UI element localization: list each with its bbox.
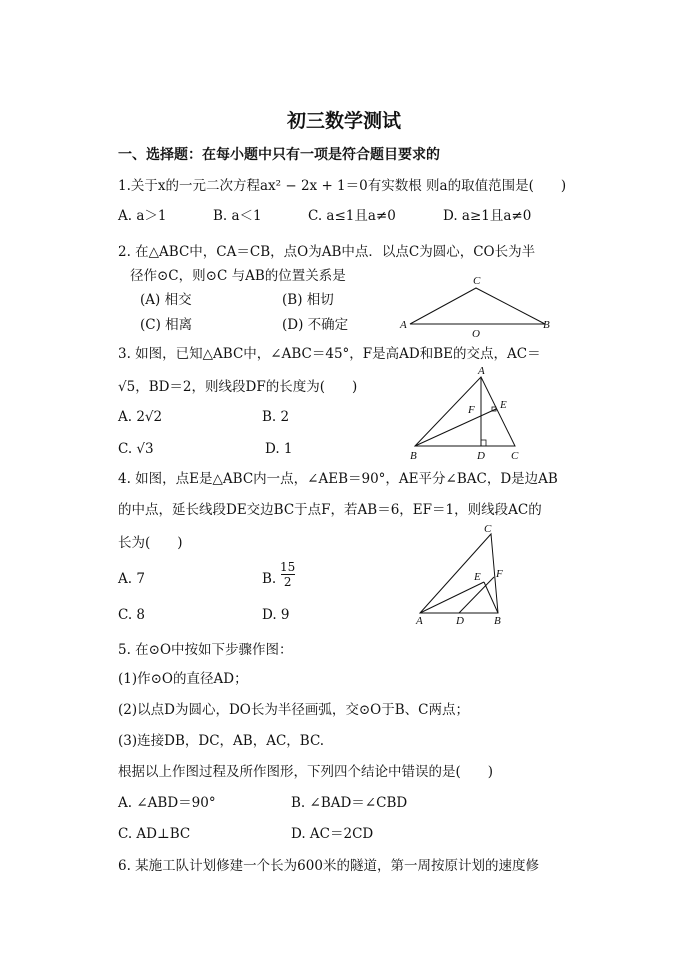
q4-triangle [420,534,498,613]
page-title: 初三数学测试 [286,110,401,132]
q4-option-c: C. 8 [118,607,146,623]
q3-stem-line2: √5，BD＝2，则线段DF的长度为( ) [118,379,358,395]
q5-option-b: B. ∠BAD＝∠CBD [291,795,408,811]
q3-right-angle-d [481,440,486,446]
q4-label-a: A [416,615,423,627]
q4-triangle-figure [410,520,520,630]
q1-option-b: B. a＜1 [213,208,262,224]
q3-label-b: B [410,450,417,462]
q2-label-a: A [400,319,407,331]
q5-step-3: (3)连接DB，DC，AB，AC，BC. [118,733,325,749]
q2-stem-line2: 径作⊙C，则⊙C 与AB的位置关系是 [130,268,346,284]
q2-label-b: B [543,319,550,331]
q4-label-f: F [496,568,503,580]
q2-label-o: O [472,328,480,340]
q2-option-d: (D) 不确定 [282,317,349,333]
q1-option-c: C. a≤1且a≠0 [308,208,396,224]
q4-label-d: D [456,615,464,627]
q4-stem-line2: 的中点，延长线段DE交边BC于点F，若AB＝6，EF＝1，则线段AC的 [118,502,542,518]
q3-stem-line1: 3. 如图，已知△ABC中，∠ABC＝45°，F是高AD和BE的交点，AC＝ [118,346,541,362]
q3-label-c: C [511,450,519,462]
q3-option-d: D. 1 [265,441,293,457]
q3-label-e: E [500,399,507,411]
q6-stem: 6. 某施工队计划修建一个长为600米的隧道，第一周按原计划的速度修 [118,858,539,874]
q3-option-c: C. √3 [118,441,154,457]
q5-question: 根据以上作图过程及所作图形，下列四个结论中错误的是( ) [118,764,494,780]
q2-option-a: (A) 相交 [140,292,192,308]
q4-stem-line1: 4. 如图，点E是△ABC内一点，∠AEB＝90°，AE平分∠BAC，D是边AB [118,471,558,487]
q3-label-d: D [477,450,485,462]
q2-option-b: (B) 相切 [282,292,334,308]
q5-step-1: (1)作⊙O的直径AD； [118,671,248,687]
q1-option-d: D. a≥1且a≠0 [443,208,532,224]
q4-option-a: A. 7 [118,571,145,587]
q2-stem-line1: 2. 在△ABC中，CA＝CB，点O为AB中点．以点C为圆心，CO长为半 [118,244,536,260]
q5-option-a: A. ∠ABD＝90° [118,795,216,811]
q4-stem-line3: 长为( ) [118,535,183,551]
q4-fraction-denominator: 2 [283,575,292,589]
q2-label-c: C [473,275,481,287]
q5-option-d: D. AC＝2CD [291,826,374,842]
q4-label-e: E [474,571,481,583]
q3-option-b: B. 2 [262,409,290,425]
q5-step-2: (2)以点D为圆心，DO长为半径画弧，交⊙O于B、C两点； [118,702,469,718]
q3-altitude-be [415,409,496,446]
q3-triangle-figure [405,365,535,465]
q5-option-c: C. AD⊥BC [118,826,191,842]
q4-label-c: C [484,523,492,535]
section-heading: 一、选择题：在每小题中只有一项是符合题目要求的 [118,147,440,163]
q5-stem: 5. 在⊙O中按如下步骤作图： [118,642,293,658]
q4-label-b: B [494,615,501,627]
q2-option-c: (C) 相离 [140,317,193,333]
q4-option-b-fraction [280,560,295,589]
q3-triangle [415,377,515,446]
q4-option-b-label: B. [262,571,277,587]
q2-triangle-figure [395,270,560,340]
q3-label-f: F [468,404,475,416]
q1-option-a: A. a＞1 [118,208,167,224]
q1-stem: 1.关于x的一元二次方程ax² − 2x + 1＝0有实数根 则a的取值范围是( ) [118,178,567,194]
q2-triangle [410,288,545,324]
q3-option-a: A. 2√2 [118,409,163,425]
q4-fraction-numerator: 15 [280,560,296,574]
q4-option-d: D. 9 [262,607,290,623]
q3-label-a: A [478,365,485,377]
